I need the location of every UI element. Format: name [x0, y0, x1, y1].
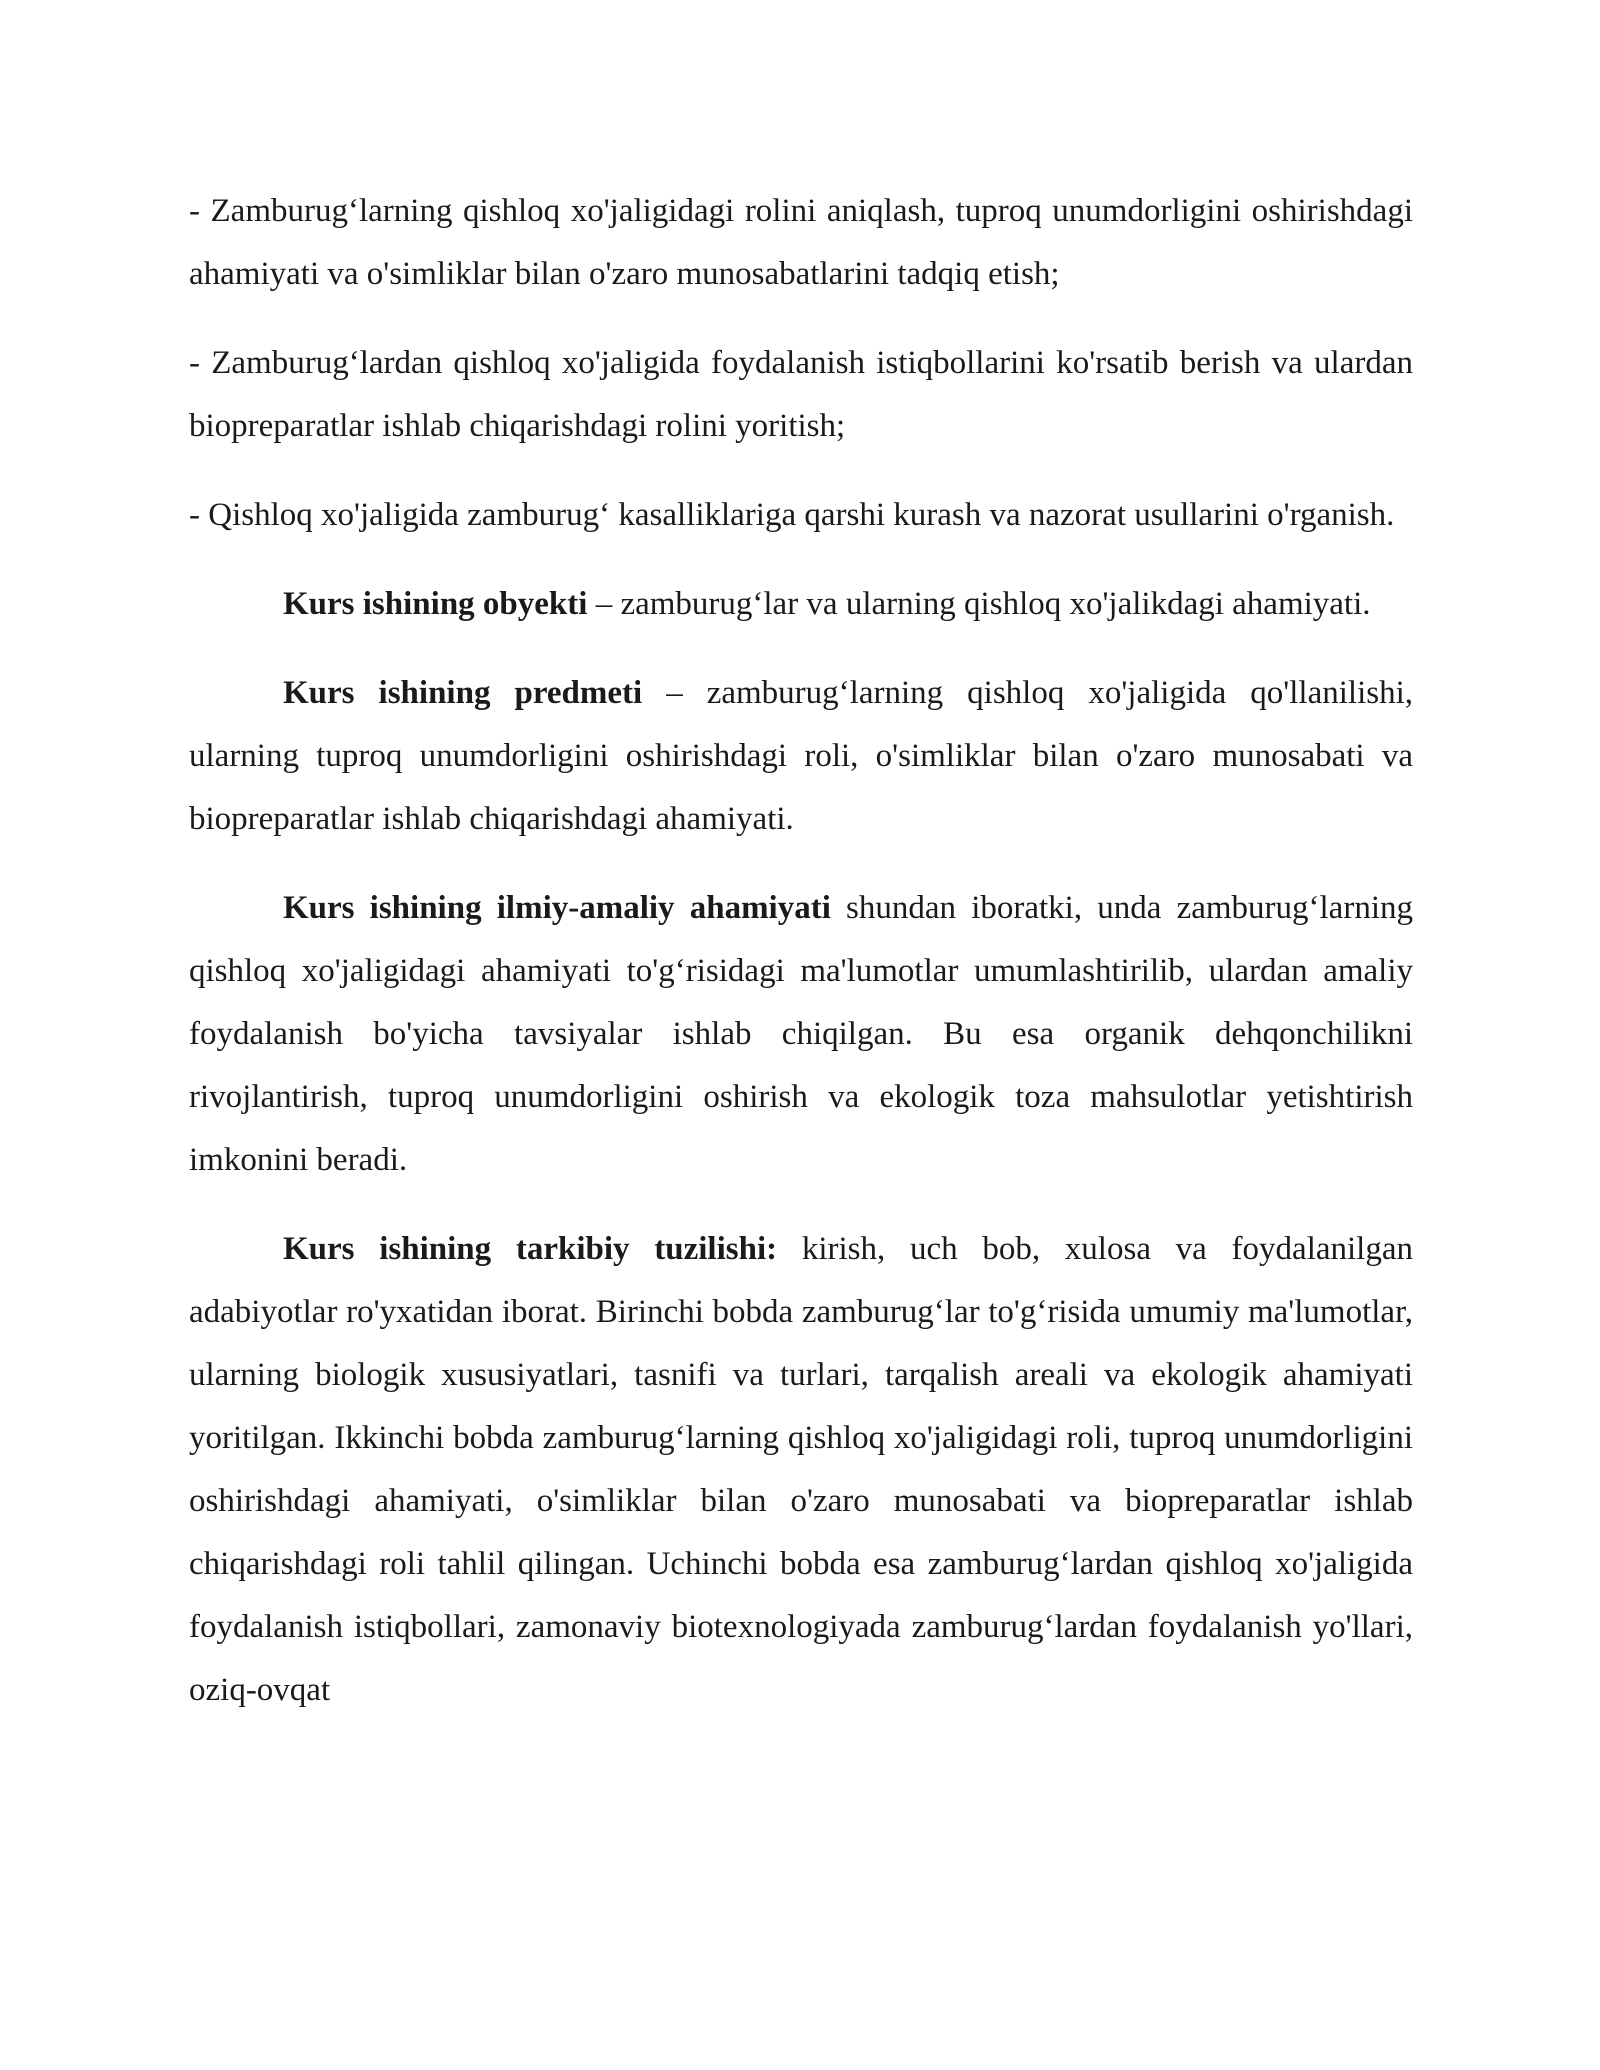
bullet-item: - Qishloq xo'jaligida zamburug‘ kasalliklariga qarshi kurash va nazorat usullarini o'rganish. [189, 497, 1395, 533]
structure-paragraph [189, 1218, 1413, 1722]
object-paragraph [189, 573, 1413, 636]
structure-label: Kurs ishining tarkibiy tuzilishi: [283, 1231, 778, 1267]
significance-paragraph [189, 877, 1413, 1192]
bullet-item: - Zamburug‘larning qishloq xo'jaligidagi rolini aniqlash, tuproq unumdorligini oshirishdagi ahamiyati va o'simliklar bilan o'zaro munosabatlarini tadqiq etish; [189, 193, 1413, 292]
structure-text: kirish, uch bob, xulosa va foydalanilgan adabiyotlar ro'yxatidan iborat. Birinchi bobda zamburug‘lar to'g‘risida umumiy ma'lumotlar, ularning biologik xususiyatlari, tasnifi va turlari, tarqalish areali va ekologik ahamiyati yoritilgan. Ikkinchi bobda zamburug‘larning qishloq xo'jaligidagi roli, tuproq unumdorligini oshirishdagi ahamiyati, o'simliklar bilan o'zaro munosabati va biopreparatlar ishlab chiqarishdagi roli tahlil qilingan. Uchinchi bobda esa zamburug‘lardan qishloq xo'jaligida foydalanish istiqbollari, zamonaviy biotexnologiyada zamburug‘lardan foydalanish yo'llari, oziq-ovqat [189, 1231, 1413, 1708]
document-body [189, 180, 1413, 1748]
significance-text: shundan iboratki, unda zamburug‘larning qishloq xo'jaligidagi ahamiyati to'g‘risidagi ma'lumotlar umumlashtirilib, ulardan amaliy foydalanish bo'yicha tavsiyalar ishlab chiqilgan. Bu esa organik dehqonchilikni rivojlantirish, tuproq unumdorligini oshirish va ekologik toza mahsulotlar yetishtirish imkonini beradi. [189, 890, 1413, 1178]
bullet-item: - Zamburug‘lardan qishloq xo'jaligida foydalanish istiqbollarini ko'rsatib berish va ulardan biopreparatlar ishlab chiqarishdagi rolini yoritish; [189, 345, 1413, 444]
object-text: – zamburug‘lar va ularning qishloq xo'jalikdagi ahamiyati. [587, 586, 1371, 622]
subject-label: Kurs ishining predmeti [283, 675, 643, 711]
subject-text: – zamburug‘larning qishloq xo'jaligida qo'llanilishi, ularning tuproq unumdorligini oshirishdagi roli, o'simliklar bilan o'zaro munosabati va biopreparatlar ishlab chiqarishdagi ahamiyati. [189, 675, 1413, 837]
object-label: Kurs ishining obyekti [283, 586, 588, 622]
subject-paragraph [189, 662, 1413, 851]
significance-label: Kurs ishining ilmiy-amaliy ahamiyati [283, 890, 831, 926]
